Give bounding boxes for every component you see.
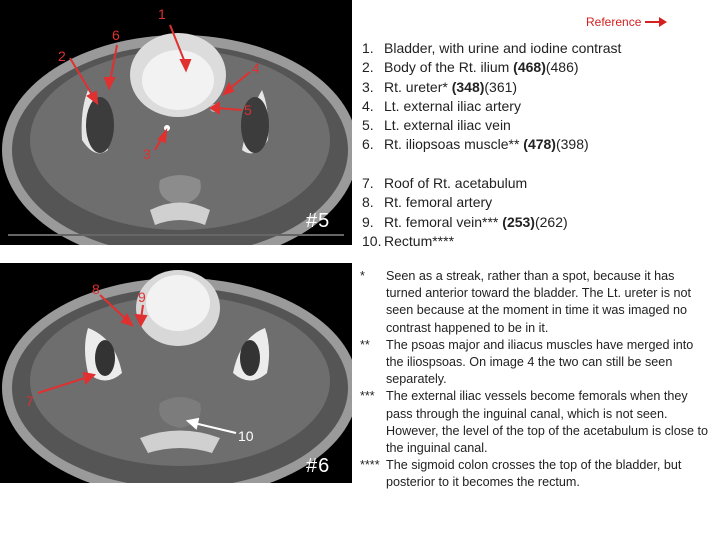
list-item: 7. Roof of Rt. acetabulum [362, 175, 528, 191]
footnote-mark: *** [360, 389, 375, 404]
footnote-mark: * [360, 269, 365, 283]
arrow-right-icon [645, 17, 667, 27]
ct-scan-6-graphic [0, 263, 352, 483]
marker-9: 9 [138, 289, 146, 305]
footnote-text: The psoas major and iliacus muscles have merged into the iliospsoas. On image 4 the two can still be seen separately. [386, 337, 694, 387]
footnote [360, 337, 710, 389]
list-item: 6. Rt. iliopsoas muscle** (478)(398) [362, 136, 589, 153]
marker-4: 4 [252, 60, 260, 76]
footnote-text: The sigmoid colon crosses the top of the bladder, but posterior to it becomes the rectum. [386, 458, 682, 490]
footnote-text: The external iliac vessels become femorals when they pass through the inguinal canal, which is not seen. However, the level of the top of the acetabulum is close to the inguinal canal. [386, 389, 709, 456]
ct-image-5 [0, 0, 352, 245]
footnote-mark: ** [360, 337, 370, 352]
structure-list-bottom [362, 174, 568, 251]
marker-2: 2 [58, 48, 66, 64]
image-number-5: #5 [306, 210, 331, 232]
list-item: 9. Rt. femoral vein*** (253)(262) [362, 213, 568, 230]
list-item: 5. Lt. external iliac vein [362, 117, 511, 134]
list-item: 1. Bladder, with urine and iodine contrast [362, 40, 622, 56]
reference-link[interactable] [586, 15, 667, 29]
footnotes [360, 268, 710, 492]
marker-6: 6 [112, 27, 120, 43]
list-item: 8. Rt. femoral artery [362, 194, 493, 211]
footnote [360, 268, 710, 337]
marker-8: 8 [92, 281, 100, 297]
list-item: 3. Rt. ureter* (348)(361) [362, 78, 518, 95]
marker-5: 5 [244, 102, 252, 118]
ct-scan-5-graphic [0, 0, 352, 245]
footnote [360, 388, 710, 457]
marker-7: 7 [26, 393, 34, 409]
list-item: 10. Rectum**** [362, 232, 455, 249]
list-item: 4. Lt. external iliac artery [362, 97, 521, 114]
list-item: 2. Body of the Rt. ilium (468)(486) [362, 59, 579, 76]
marker-10: 10 [238, 428, 254, 444]
ct-image-6 [0, 263, 352, 483]
marker-3: 3 [143, 146, 151, 162]
footnote-mark: **** [360, 458, 380, 473]
footnote-text: Seen as a streak, rather than a spot, because it has turned anterior toward the bladder. The Lt. ureter is not seen because at the moment in time it was imaged no contrast happened to be in it. [386, 269, 691, 335]
structure-list-top [362, 39, 621, 155]
footnote [360, 457, 710, 491]
marker-1: 1 [158, 6, 166, 22]
image-number-6: #6 [306, 455, 331, 477]
reference-label: Reference [586, 15, 642, 29]
